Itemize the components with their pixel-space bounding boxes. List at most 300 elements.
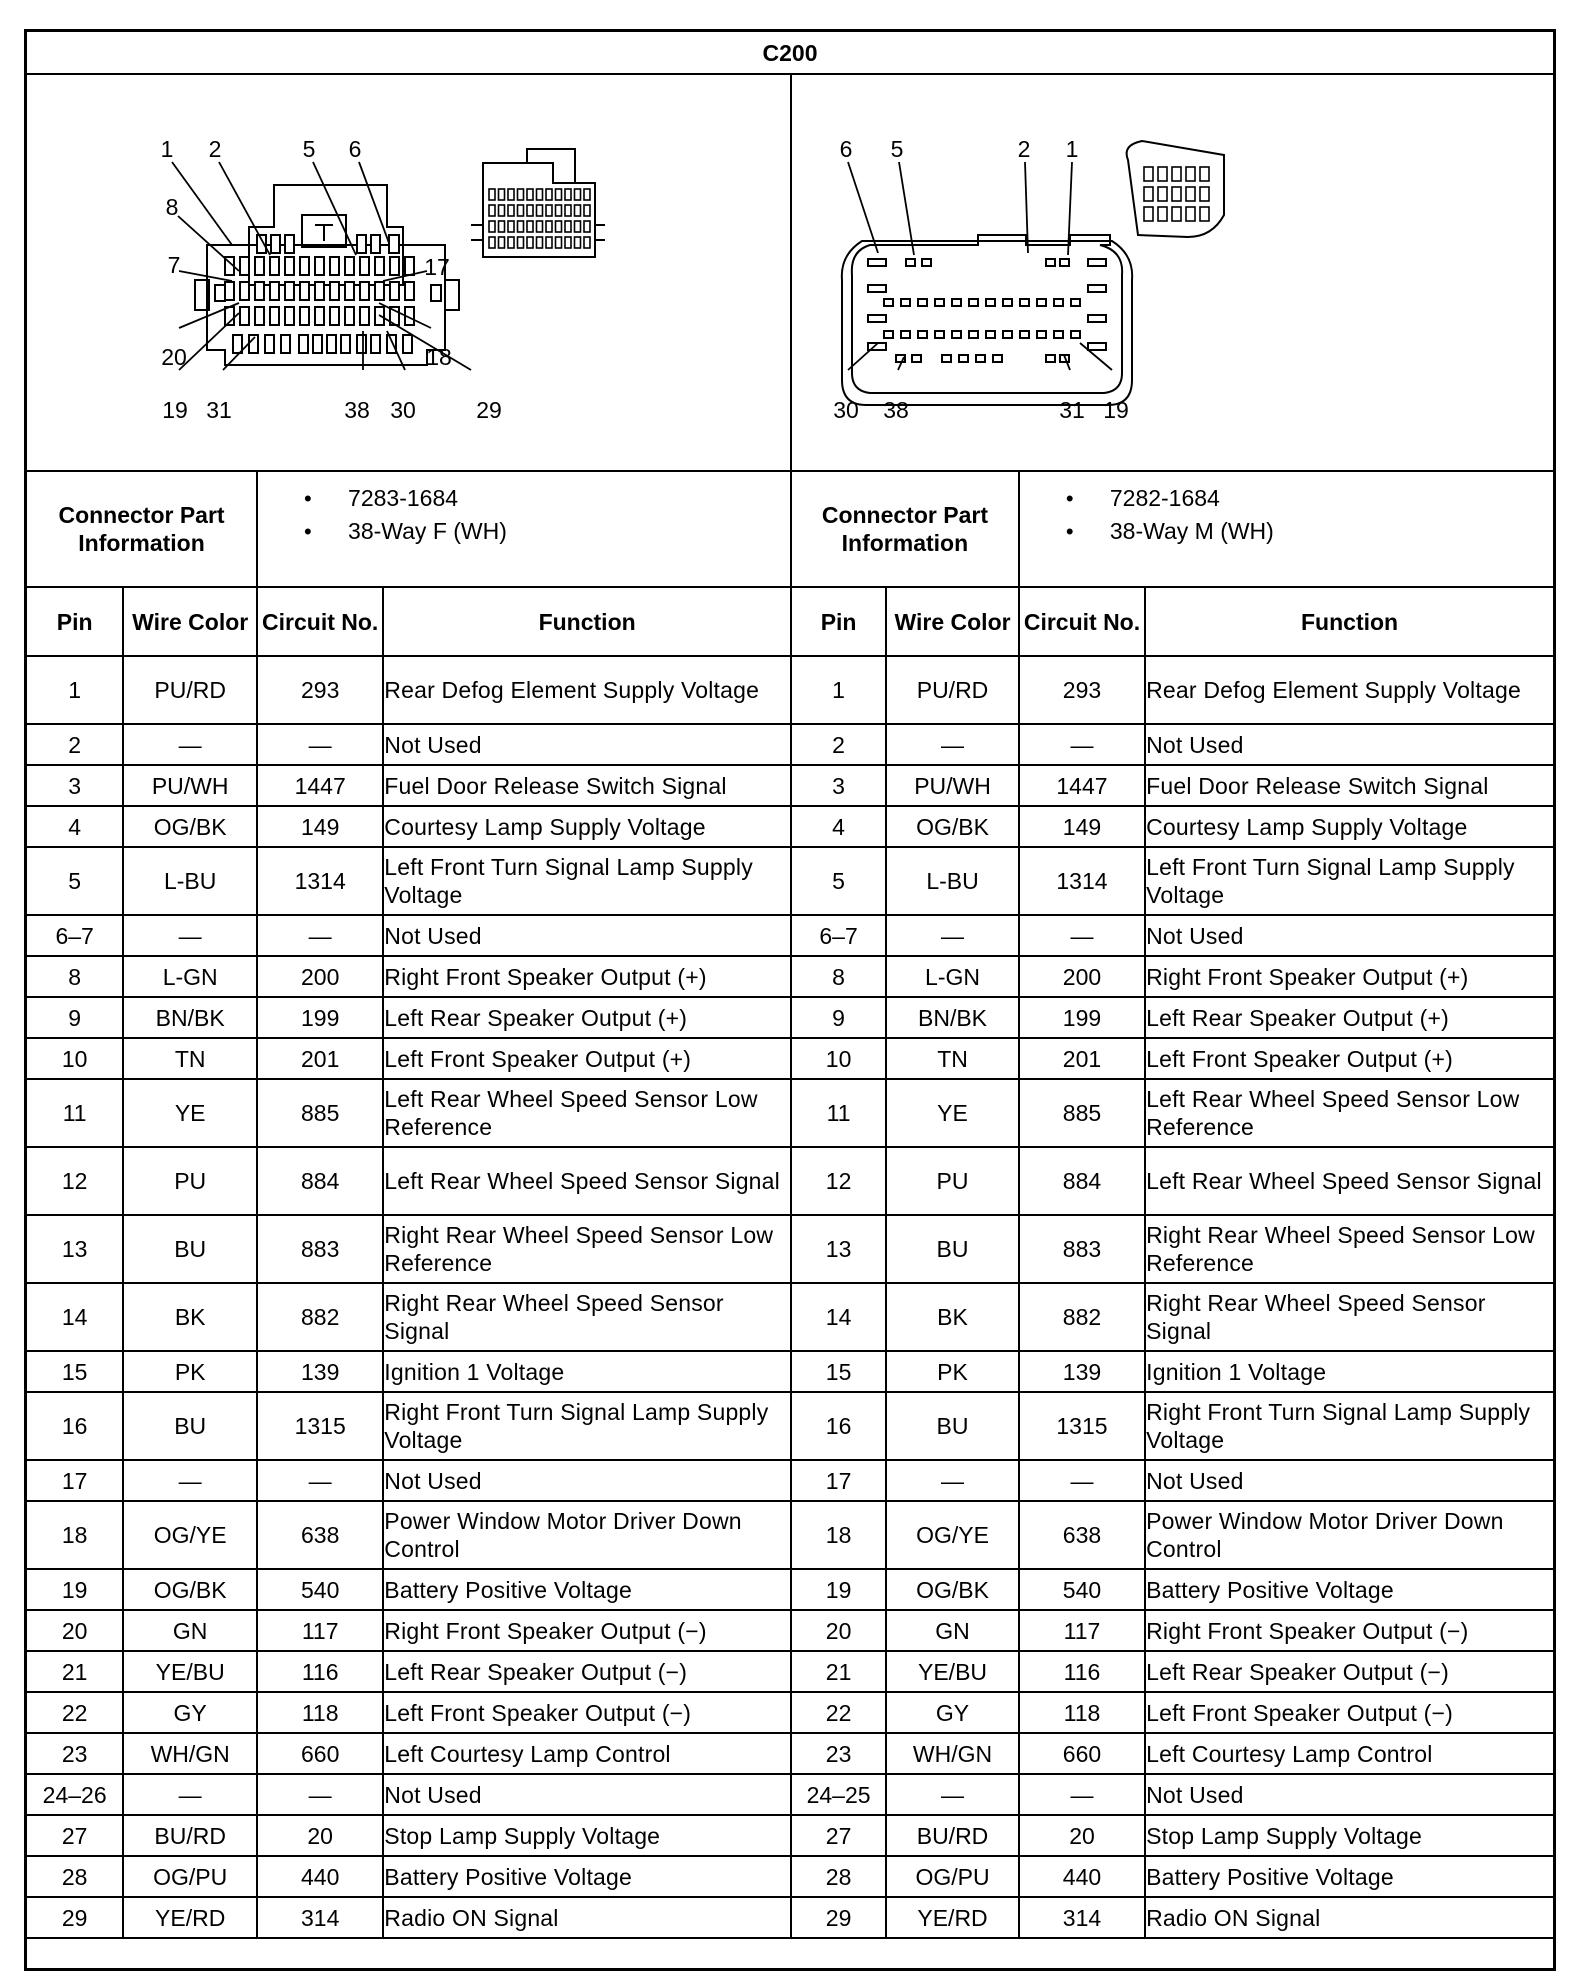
circuit-cell: 882 [1019, 1283, 1145, 1351]
table-row [27, 1692, 1553, 1733]
male-connector-figure [791, 74, 1553, 471]
circuit-cell: — [257, 724, 383, 765]
wire-color-cell: PK [123, 1351, 257, 1392]
function-cell: Not Used [383, 1774, 791, 1815]
thumb-cavity [1172, 207, 1181, 221]
pin-cavity [1046, 355, 1055, 362]
female-pin-label: 31 [206, 397, 232, 423]
pin-cell: 3 [27, 765, 123, 806]
connector-part-info-label-female [27, 471, 257, 587]
pin-cavity [270, 282, 279, 300]
wire-color-cell: GN [123, 1610, 257, 1651]
pin-cell: 14 [27, 1283, 123, 1351]
pin-cell: 13 [791, 1215, 886, 1283]
pin-cell: 10 [791, 1038, 886, 1079]
thumb-cavity [499, 237, 505, 248]
pin-cell: 20 [27, 1610, 123, 1651]
wire-color-cell: PU [886, 1147, 1019, 1215]
pin-cavity [271, 235, 280, 253]
circuit-cell: 883 [1019, 1215, 1145, 1283]
thumb-cavity [546, 205, 552, 216]
connector-part-info-text-male: Connector Part Information [821, 502, 988, 556]
circuit-cell: 314 [257, 1897, 383, 1938]
female-pin-label: 29 [476, 397, 502, 423]
wire-color-cell: PU/WH [123, 765, 257, 806]
circuit-cell: 638 [257, 1501, 383, 1569]
pin-cell: 8 [27, 956, 123, 997]
connector-sheet [24, 29, 1556, 1971]
thumb-cavity [556, 221, 562, 232]
pin-cavity [1088, 343, 1106, 350]
connector-part-info-text-female: Connector Part Information [58, 502, 225, 556]
thumb-cavity [1158, 187, 1167, 201]
wire-color-cell: BU/RD [123, 1815, 257, 1856]
thumb-cavity [537, 221, 543, 232]
circuit-cell: 638 [1019, 1501, 1145, 1569]
wire-color-cell: OG/PU [123, 1856, 257, 1897]
pin-cavity [255, 307, 264, 325]
male-pin-label: 31 [1059, 397, 1085, 423]
pin-cell: 23 [27, 1733, 123, 1774]
pin-cavity [281, 335, 290, 353]
function-cell: Right Front Turn Signal Lamp Supply Voltage [1145, 1392, 1553, 1460]
thumb-cavity [565, 221, 571, 232]
pin-cavity [315, 257, 324, 275]
table-row [27, 1283, 1553, 1351]
pin-cavity [935, 331, 944, 338]
circuit-cell: 1447 [1019, 765, 1145, 806]
pin-cell: 4 [791, 806, 886, 847]
pin-cavity [330, 282, 339, 300]
pin-cell: 2 [27, 724, 123, 765]
table-row [27, 1038, 1553, 1079]
circuit-cell: 293 [257, 656, 383, 724]
circuit-cell: 139 [257, 1351, 383, 1392]
thumb-cavity [584, 189, 590, 200]
thumb-cavity [489, 205, 495, 216]
function-cell: Left Rear Wheel Speed Sensor Signal [383, 1147, 791, 1215]
function-cell: Right Rear Wheel Speed Sensor Low Reference [383, 1215, 791, 1283]
wire-color-cell: OG/YE [123, 1501, 257, 1569]
pin-cavity [300, 257, 309, 275]
function-cell: Left Front Turn Signal Lamp Supply Voltage [383, 847, 791, 915]
pin-cavity [912, 355, 921, 362]
thumb-cavity [518, 189, 524, 200]
part-number-male: • 7282-1684 [1066, 482, 1553, 515]
circuit-cell: — [1019, 1460, 1145, 1501]
function-cell: Right Front Turn Signal Lamp Supply Voltage [383, 1392, 791, 1460]
pin-cavity [986, 331, 995, 338]
function-cell: Battery Positive Voltage [383, 1569, 791, 1610]
circuit-cell: 199 [1019, 997, 1145, 1038]
function-cell: Not Used [383, 724, 791, 765]
circuit-cell: 440 [1019, 1856, 1145, 1897]
thumb-cavity [575, 205, 581, 216]
pin-cavity [345, 282, 354, 300]
table-row [27, 765, 1553, 806]
circuit-cell: — [1019, 1774, 1145, 1815]
table-row [27, 1815, 1553, 1856]
circuit-cell: 885 [257, 1079, 383, 1147]
pin-cavity [375, 282, 384, 300]
wire-color-cell: YE [123, 1079, 257, 1147]
thumb-cavity [556, 205, 562, 216]
function-cell: Left Courtesy Lamp Control [1145, 1733, 1553, 1774]
wire-color-cell: L-BU [123, 847, 257, 915]
pin-cavity [1037, 331, 1046, 338]
pin-cell: 28 [27, 1856, 123, 1897]
table-row [27, 1651, 1553, 1692]
pin-cell: 20 [791, 1610, 886, 1651]
pin-cell: 21 [27, 1651, 123, 1692]
female-pin-label: 30 [390, 397, 416, 423]
thumb-cavity [546, 189, 552, 200]
circuit-cell: 540 [257, 1569, 383, 1610]
circuit-cell: 314 [1019, 1897, 1145, 1938]
pin-cell: 21 [791, 1651, 886, 1692]
table-row [27, 997, 1553, 1038]
male-pin-label: 6 [839, 136, 853, 162]
function-cell: Rear Defog Element Supply Voltage [383, 656, 791, 724]
pin-cavity [371, 235, 380, 253]
wire-color-cell: BU/RD [886, 1815, 1019, 1856]
circuit-cell: 149 [257, 806, 383, 847]
circuit-cell: 440 [257, 1856, 383, 1897]
circuit-cell: 1447 [257, 765, 383, 806]
pin-cavity [360, 257, 369, 275]
pin-cavity [300, 307, 309, 325]
pin-cell: 29 [27, 1897, 123, 1938]
female-pin-label: 19 [162, 397, 188, 423]
wire-color-cell: TN [886, 1038, 1019, 1079]
wire-color-cell: — [886, 1460, 1019, 1501]
thumb-cavity [565, 205, 571, 216]
part-number-female: • 7283-1684 [304, 482, 790, 515]
table-row [27, 956, 1553, 997]
header-function: Function [1145, 587, 1553, 656]
circuit-cell: 139 [1019, 1351, 1145, 1392]
circuit-cell: 117 [1019, 1610, 1145, 1651]
male-pin-label: 38 [883, 397, 909, 423]
thumb-cavity [575, 221, 581, 232]
pin-cavity [868, 315, 886, 322]
pin-cavity [300, 282, 309, 300]
pin-cavity [315, 282, 324, 300]
table-row [27, 1774, 1553, 1815]
pin-cavity [1046, 259, 1055, 266]
thumb-cavity [1200, 207, 1209, 221]
circuit-cell: 660 [1019, 1733, 1145, 1774]
pin-cavity [952, 331, 961, 338]
circuit-cell: 882 [257, 1283, 383, 1351]
pin-cavity [976, 355, 985, 362]
header-function: Function [383, 587, 791, 656]
male-pin-label: 19 [1103, 397, 1129, 423]
thumb-cavity [508, 205, 514, 216]
table-row [27, 1856, 1553, 1897]
function-cell: Right Front Speaker Output (−) [1145, 1610, 1553, 1651]
pin-cavity [285, 307, 294, 325]
thumb-cavity [537, 237, 543, 248]
pin-cell: 16 [791, 1392, 886, 1460]
pin-cavity [1088, 285, 1106, 292]
pin-cavity [868, 259, 886, 266]
pin-cavity [357, 235, 366, 253]
thumb-cavity [489, 221, 495, 232]
pin-cavity [233, 335, 242, 353]
function-cell: Battery Positive Voltage [1145, 1856, 1553, 1897]
table-row [27, 724, 1553, 765]
function-cell: Fuel Door Release Switch Signal [383, 765, 791, 806]
function-cell: Left Front Speaker Output (−) [383, 1692, 791, 1733]
table-row [27, 1610, 1553, 1651]
thumb-cavity [584, 237, 590, 248]
pin-cavity [922, 259, 931, 266]
function-cell: Not Used [383, 915, 791, 956]
wire-color-cell: — [123, 1460, 257, 1501]
wire-color-cell: — [123, 724, 257, 765]
male-pin-label: 30 [833, 397, 859, 423]
table-row [27, 1351, 1553, 1392]
function-cell: Radio ON Signal [1145, 1897, 1553, 1938]
pin-cell: 19 [791, 1569, 886, 1610]
pin-cavity [371, 335, 380, 353]
function-cell: Power Window Motor Driver Down Control [383, 1501, 791, 1569]
table-row [27, 915, 1553, 956]
pin-cavity [270, 307, 279, 325]
pin-cavity [935, 299, 944, 306]
pin-cell: 6–7 [27, 915, 123, 956]
wire-color-cell: OG/YE [886, 1501, 1019, 1569]
wire-color-cell: L-GN [123, 956, 257, 997]
connector-part-info-female [257, 471, 791, 587]
header-pin: Pin [27, 587, 123, 656]
circuit-cell: 199 [257, 997, 383, 1038]
function-cell: Left Rear Speaker Output (+) [383, 997, 791, 1038]
circuit-cell: 1315 [1019, 1392, 1145, 1460]
table-row [27, 1460, 1553, 1501]
wire-color-cell: BU [123, 1215, 257, 1283]
pin-cell: 18 [791, 1501, 886, 1569]
pin-cell: 5 [791, 847, 886, 915]
function-cell: Courtesy Lamp Supply Voltage [1145, 806, 1553, 847]
pin-cell: 27 [27, 1815, 123, 1856]
function-cell: Left Courtesy Lamp Control [383, 1733, 791, 1774]
pin-cell: 15 [791, 1351, 886, 1392]
wire-color-cell: GY [123, 1692, 257, 1733]
wire-color-cell: L-GN [886, 956, 1019, 997]
wire-color-cell: YE/BU [886, 1651, 1019, 1692]
pin-cell: 22 [791, 1692, 886, 1733]
pin-cavity [240, 257, 249, 275]
pin-cavity [952, 299, 961, 306]
circuit-cell: 116 [257, 1651, 383, 1692]
function-cell: Radio ON Signal [383, 1897, 791, 1938]
wire-color-cell: WH/GN [123, 1733, 257, 1774]
pin-cavity [341, 335, 350, 353]
header-wire-color: Wire Color [123, 587, 257, 656]
table-row [27, 656, 1553, 724]
thumb-cavity [537, 189, 543, 200]
pin-cavity [884, 331, 893, 338]
pin-cell: 14 [791, 1283, 886, 1351]
thumb-cavity [508, 237, 514, 248]
wire-color-cell: GY [886, 1692, 1019, 1733]
wire-color-cell: OG/BK [886, 1569, 1019, 1610]
pin-cavity [403, 335, 412, 353]
pin-cavity [901, 299, 910, 306]
pin-cavity [959, 355, 968, 362]
wire-color-cell: YE/BU [123, 1651, 257, 1692]
thumb-cavity [546, 221, 552, 232]
circuit-cell: 201 [1019, 1038, 1145, 1079]
wire-color-cell: PU/RD [123, 656, 257, 724]
thumb-cavity [527, 189, 533, 200]
pin-cavity [255, 282, 264, 300]
wire-color-cell: GN [886, 1610, 1019, 1651]
wire-color-cell: L-BU [886, 847, 1019, 915]
pin-cell: 12 [27, 1147, 123, 1215]
function-cell: Left Front Speaker Output (−) [1145, 1692, 1553, 1733]
circuit-cell: 1314 [257, 847, 383, 915]
female-pin-label: 6 [348, 136, 362, 162]
pin-cavity [313, 335, 322, 353]
female-connector-drawing [27, 75, 741, 470]
function-cell: Not Used [1145, 915, 1553, 956]
pin-cell: 29 [791, 1897, 886, 1938]
pin-cavity [993, 355, 1002, 362]
function-cell: Left Rear Speaker Output (+) [1145, 997, 1553, 1038]
pin-cavity [918, 331, 927, 338]
thumb-cavity [1186, 167, 1195, 181]
table-row [27, 1733, 1553, 1774]
pin-cavity [215, 285, 225, 301]
pin-cell: 16 [27, 1392, 123, 1460]
pin-cavity [405, 257, 414, 275]
connector-part-info-label-male [791, 471, 1019, 587]
pin-cavity [330, 257, 339, 275]
pin-cavity [431, 285, 441, 301]
pin-cavity [360, 307, 369, 325]
function-cell: Not Used [1145, 1460, 1553, 1501]
circuit-cell: 118 [257, 1692, 383, 1733]
part-type-female: • 38-Way F (WH) [304, 515, 790, 548]
female-connector-figure [27, 74, 791, 471]
thumb-cavity [518, 237, 524, 248]
circuit-cell: — [257, 915, 383, 956]
pin-cell: 23 [791, 1733, 886, 1774]
female-pin-label: 20 [161, 344, 187, 370]
thumb-cavity [546, 237, 552, 248]
pin-cavity [327, 335, 336, 353]
circuit-cell: 116 [1019, 1651, 1145, 1692]
pin-cell: 19 [27, 1569, 123, 1610]
wire-color-cell: OG/BK [886, 806, 1019, 847]
pin-cavity [390, 257, 399, 275]
thumb-cavity [565, 237, 571, 248]
wire-color-cell: BU [886, 1215, 1019, 1283]
wire-color-cell: BK [123, 1283, 257, 1351]
thumb-cavity [489, 189, 495, 200]
thumb-cavity [1144, 167, 1153, 181]
circuit-cell: 540 [1019, 1569, 1145, 1610]
function-cell: Rear Defog Element Supply Voltage [1145, 656, 1553, 724]
wire-color-cell: BN/BK [123, 997, 257, 1038]
function-cell: Left Rear Speaker Output (−) [383, 1651, 791, 1692]
pin-cavity [345, 307, 354, 325]
circuit-cell: 118 [1019, 1692, 1145, 1733]
wire-color-cell: BU [886, 1392, 1019, 1460]
thumb-cavity [527, 237, 533, 248]
function-cell: Left Rear Wheel Speed Sensor Signal [1145, 1147, 1553, 1215]
pin-cavity [357, 335, 366, 353]
wire-color-cell: PK [886, 1351, 1019, 1392]
thumb-cavity [1200, 187, 1209, 201]
wire-color-cell: YE/RD [123, 1897, 257, 1938]
circuit-cell: — [1019, 915, 1145, 956]
function-cell: Right Rear Wheel Speed Sensor Signal [383, 1283, 791, 1351]
pin-cavity [1003, 331, 1012, 338]
wire-color-cell: WH/GN [886, 1733, 1019, 1774]
thumb-cavity [1158, 207, 1167, 221]
function-cell: Right Rear Wheel Speed Sensor Low Reference [1145, 1215, 1553, 1283]
function-cell: Left Front Turn Signal Lamp Supply Voltage [1145, 847, 1553, 915]
pin-cavity [299, 335, 308, 353]
female-pin-label: 18 [426, 344, 452, 370]
pin-cell: 8 [791, 956, 886, 997]
pin-cell: 9 [791, 997, 886, 1038]
pin-cavity [255, 257, 264, 275]
circuit-cell: 884 [1019, 1147, 1145, 1215]
table-row [27, 1569, 1553, 1610]
part-type-male: • 38-Way M (WH) [1066, 515, 1553, 548]
wire-color-cell: PU/WH [886, 765, 1019, 806]
pin-cavity [1060, 259, 1069, 266]
pin-cavity [868, 285, 886, 292]
circuit-cell: — [1019, 724, 1145, 765]
pin-cavity [1003, 299, 1012, 306]
pin-cavity [1020, 299, 1029, 306]
function-cell: Not Used [383, 1460, 791, 1501]
male-pin-label: 5 [890, 136, 904, 162]
header-wire-color: Wire Color [886, 587, 1019, 656]
wire-color-cell: TN [123, 1038, 257, 1079]
column-header-row [27, 587, 1553, 656]
table-row [27, 847, 1553, 915]
thumb-cavity [518, 205, 524, 216]
header-pin: Pin [791, 587, 886, 656]
function-cell: Stop Lamp Supply Voltage [1145, 1815, 1553, 1856]
connector-table [27, 32, 1553, 1939]
pin-cavity [901, 331, 910, 338]
function-cell: Left Rear Wheel Speed Sensor Low Reference [383, 1079, 791, 1147]
wire-color-cell: OG/BK [123, 1569, 257, 1610]
function-cell: Right Front Speaker Output (−) [383, 1610, 791, 1651]
circuit-cell: 660 [257, 1733, 383, 1774]
pin-cell: 3 [791, 765, 886, 806]
thumb-cavity [499, 189, 505, 200]
pin-cavity [969, 331, 978, 338]
thumb-cavity [499, 221, 505, 232]
circuit-cell: 884 [257, 1147, 383, 1215]
pin-cavity [1054, 331, 1063, 338]
wire-color-cell: YE/RD [886, 1897, 1019, 1938]
function-cell: Battery Positive Voltage [383, 1856, 791, 1897]
thumb-cavity [584, 221, 590, 232]
table-row [27, 806, 1553, 847]
pin-cell: 2 [791, 724, 886, 765]
function-cell: Stop Lamp Supply Voltage [383, 1815, 791, 1856]
